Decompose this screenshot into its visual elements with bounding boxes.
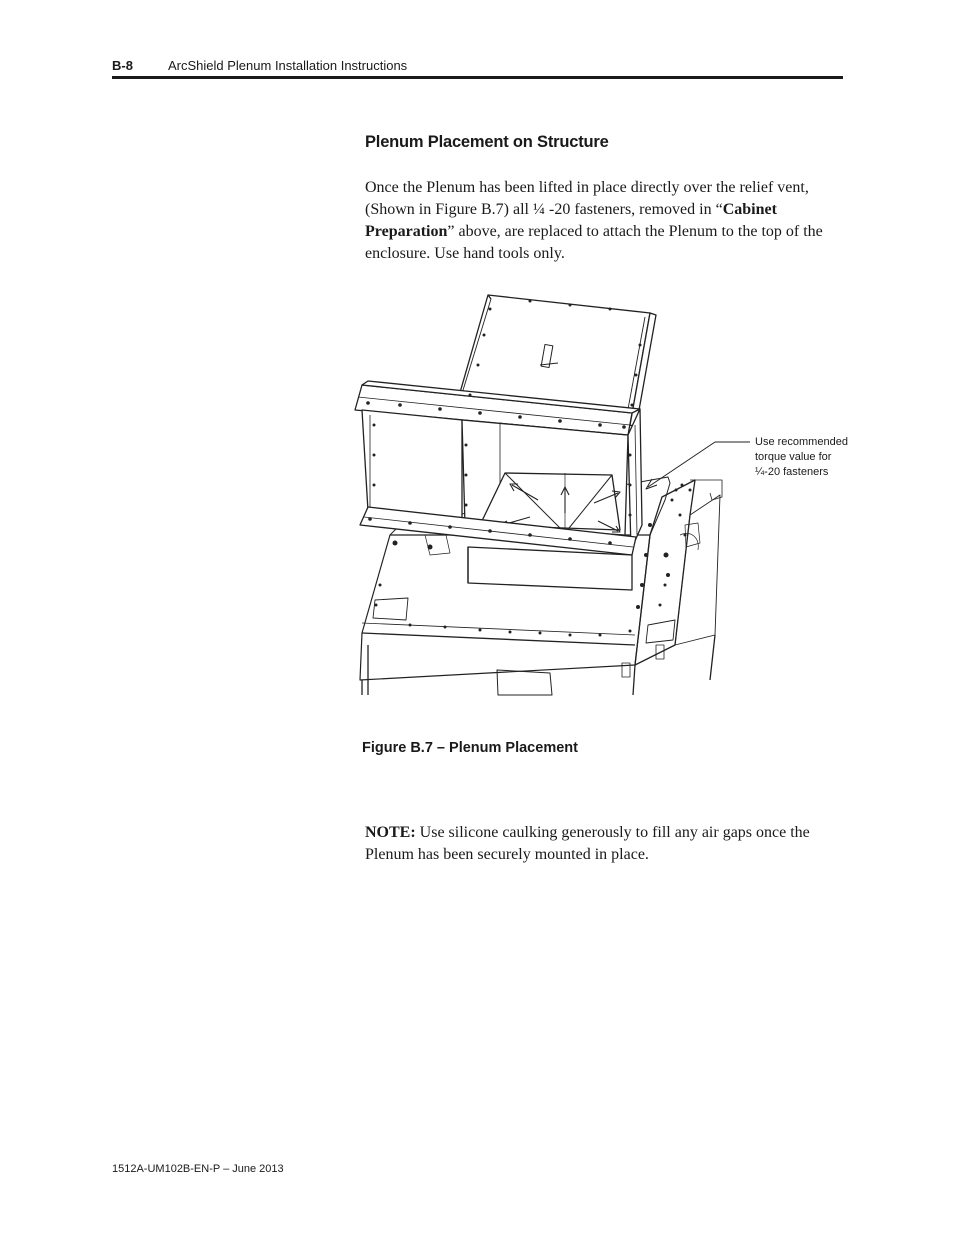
callout-line-1: Use recommended — [755, 436, 848, 448]
section-title: Plenum Placement on Structure — [365, 133, 609, 151]
instruction-paragraph — [365, 177, 840, 265]
header-rule — [112, 76, 843, 79]
page-header — [112, 58, 842, 78]
page-number: B-8 — [112, 58, 133, 73]
callout-line-2: torque value for — [755, 451, 832, 463]
cabinet-preparation-reference: Cabinet Preparation — [365, 201, 777, 240]
note-label: NOTE: — [365, 824, 416, 841]
note-paragraph — [365, 822, 840, 866]
paragraph-text-2: ” above, are replaced to attach the Plenum to the top of the enclosure. Use hand tools only. — [365, 223, 823, 262]
torque-callout — [755, 435, 875, 480]
figure-caption: Figure B.7 – Plenum Placement — [362, 740, 578, 756]
paragraph-text-1: Once the Plenum has been lifted in place directly over the relief vent, (Shown in Figure B.7) all ¼ -20 fasteners, removed in “ — [365, 179, 809, 218]
note-text: Use silicone caulking generously to fill any air gaps once the Plenum has been securely mounted in place. — [365, 824, 810, 863]
callout-line-3: ¼-20 fasteners — [755, 466, 829, 478]
footer-publication: 1512A-UM102B-EN-P – June 2013 — [112, 1163, 284, 1175]
document-title: ArcShield Plenum Installation Instructions — [168, 58, 408, 73]
plenum-drawing — [355, 295, 656, 590]
plenum-placement-figure — [350, 285, 850, 705]
